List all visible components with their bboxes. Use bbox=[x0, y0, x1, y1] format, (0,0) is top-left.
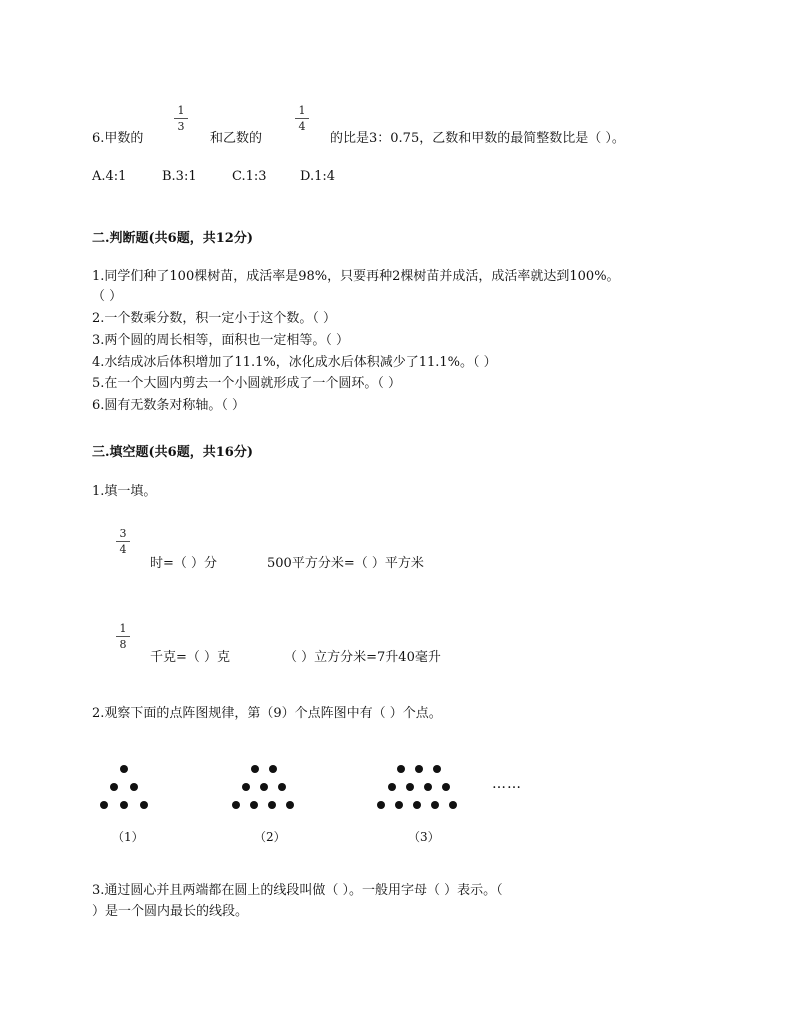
fraction-denominator: 3 bbox=[177, 120, 185, 133]
dot bbox=[413, 801, 421, 809]
dot bbox=[250, 801, 258, 809]
s3-q3-line-2: ）是一个圆内最长的线段。 bbox=[92, 904, 249, 919]
dot bbox=[377, 801, 385, 809]
dot bbox=[269, 765, 277, 773]
q6-fraction-one-fourth bbox=[295, 104, 309, 133]
dot bbox=[442, 783, 450, 791]
fraction-denominator: 8 bbox=[119, 638, 127, 651]
dot bbox=[251, 765, 259, 773]
dot-pattern-label-2: （2） bbox=[254, 830, 286, 844]
dot bbox=[388, 783, 396, 791]
dot bbox=[120, 801, 128, 809]
dot bbox=[130, 783, 138, 791]
dot bbox=[395, 801, 403, 809]
dot bbox=[397, 765, 405, 773]
dot bbox=[415, 765, 423, 773]
fraction-numerator: 1 bbox=[177, 104, 185, 117]
dot bbox=[278, 783, 286, 791]
s2-item-1: 1.同学们种了100棵树苗，成活率是98%，只要再种2棵树苗并成活，成活率就达到100%。 bbox=[92, 269, 620, 284]
s3-q1-line-b2: （ ）立方分米=7升40毫升 bbox=[284, 650, 441, 665]
s2-item-2: 2.一个数乘分数，积一定小于这个数。（ ） bbox=[92, 311, 337, 326]
dot bbox=[286, 801, 294, 809]
s3-q1-line-b1: 千克=（ ）克 bbox=[150, 650, 231, 665]
dot-pattern-ellipsis: …… bbox=[492, 776, 522, 792]
dot bbox=[260, 783, 268, 791]
s2-item-1-blank: （ ） bbox=[92, 289, 123, 304]
dot bbox=[406, 783, 414, 791]
dot bbox=[424, 783, 432, 791]
dot bbox=[120, 765, 128, 773]
s3-q1-line-a1: 时=（ ）分 bbox=[150, 556, 218, 571]
section3-title: 三.填空题(共6题，共16分) bbox=[92, 445, 253, 460]
s2-item-5: 5.在一个大圆内剪去一个小圆就形成了一个圆环。（ ） bbox=[92, 376, 402, 391]
s3-q1-fraction-three-fourths bbox=[116, 527, 130, 556]
q6-prefix: 6.甲数的 bbox=[92, 131, 144, 146]
dot bbox=[100, 801, 108, 809]
dot bbox=[433, 765, 441, 773]
s3-q3-line-1: 3.通过圆心并且两端都在圆上的线段叫做（ ）。一般用字母（ ）表示。（ bbox=[92, 883, 503, 898]
q6-suffix: 的比是3：0.75，乙数和甲数的最简整数比是（ ）。 bbox=[330, 131, 625, 146]
dot bbox=[242, 783, 250, 791]
s3-q1-stem: 1.填一填。 bbox=[92, 484, 157, 499]
q6-option-c: C.1:3 bbox=[232, 169, 267, 184]
s2-item-3: 3.两个圆的周长相等，面积也一定相等。（ ） bbox=[92, 333, 350, 348]
s3-q1-fraction-one-eighth bbox=[116, 622, 130, 651]
dot bbox=[110, 783, 118, 791]
fraction-numerator: 1 bbox=[298, 104, 306, 117]
dot bbox=[431, 801, 439, 809]
q6-option-a: A.4:1 bbox=[92, 169, 127, 184]
dot bbox=[268, 801, 276, 809]
dot-pattern-label-1: （1） bbox=[112, 830, 144, 844]
fraction-denominator: 4 bbox=[119, 543, 127, 556]
q6-mid: 和乙数的 bbox=[210, 131, 263, 146]
dot-pattern-label-3: （3） bbox=[408, 830, 440, 844]
s3-q1-line-a2: 500平方分米=（ ）平方米 bbox=[267, 556, 424, 571]
q6-option-b: B.3:1 bbox=[162, 169, 197, 184]
s2-item-4: 4.水结成冰后体积增加了11.1%，冰化成水后体积减少了11.1%。（ ） bbox=[92, 355, 497, 370]
q6-fraction-one-third bbox=[174, 104, 188, 133]
dot bbox=[140, 801, 148, 809]
s2-item-6: 6.圆有无数条对称轴。（ ） bbox=[92, 398, 246, 413]
dot bbox=[449, 801, 457, 809]
dot bbox=[232, 801, 240, 809]
section2-title: 二.判断题(共6题，共12分) bbox=[92, 231, 253, 246]
q6-option-d: D.1:4 bbox=[300, 169, 336, 184]
s3-q2-stem: 2.观察下面的点阵图规律，第（9）个点阵图中有（ ）个点。 bbox=[92, 706, 442, 721]
fraction-numerator: 3 bbox=[119, 527, 127, 540]
fraction-numerator: 1 bbox=[119, 622, 127, 635]
fraction-denominator: 4 bbox=[298, 120, 306, 133]
